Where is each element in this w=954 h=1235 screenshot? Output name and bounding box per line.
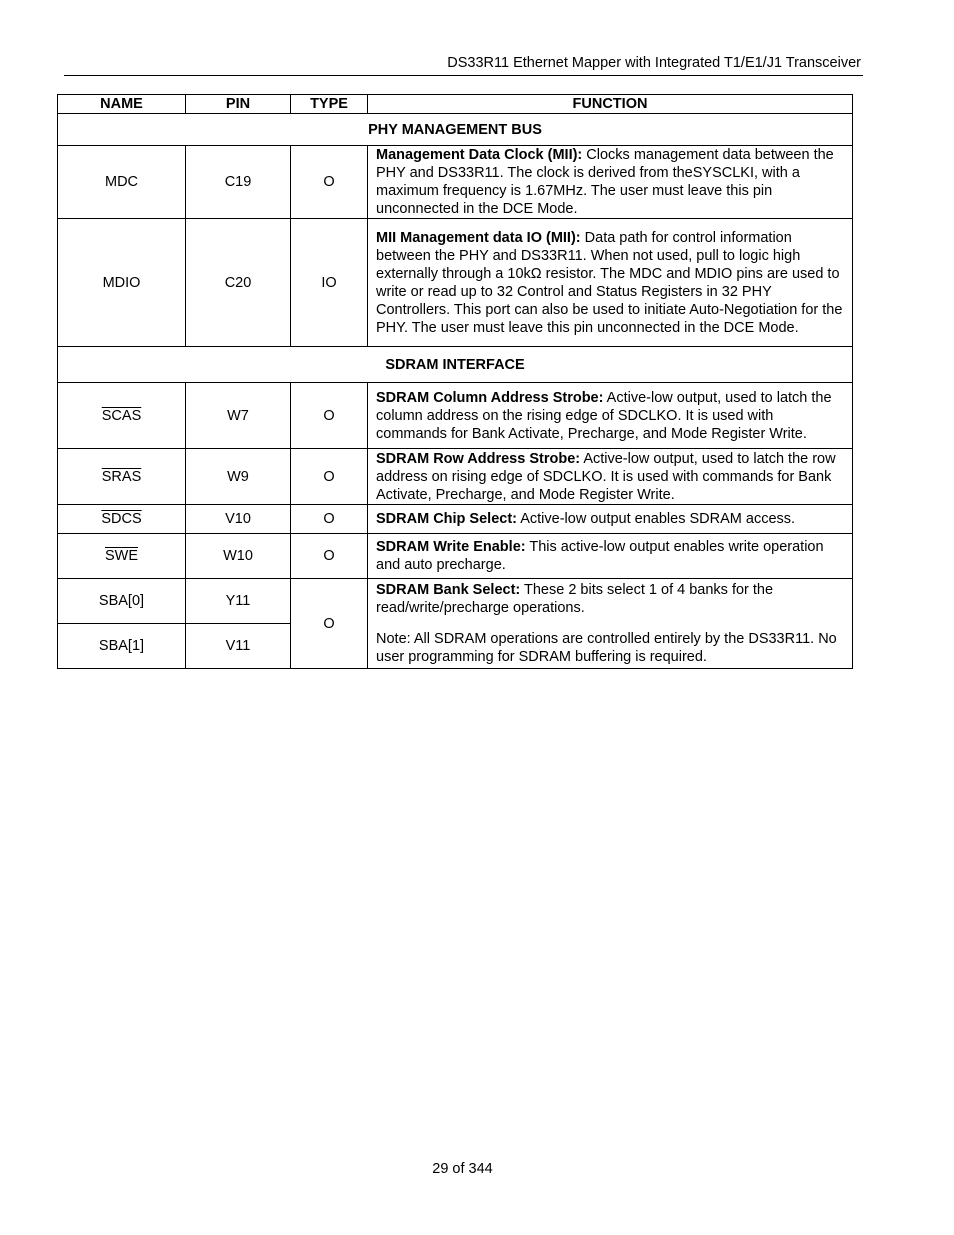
document-header-title: DS33R11 Ethernet Mapper with Integrated T1/E1/J1 Transceiver bbox=[447, 55, 861, 71]
pin-number: C20 bbox=[186, 219, 291, 347]
header-rule bbox=[64, 75, 863, 76]
function-note: Note: All SDRAM operations are controlled entirely by the DS33R11. No user programming for SDRAM buffering is required. bbox=[376, 631, 837, 665]
pin-name: SBA[0] bbox=[58, 579, 186, 624]
pin-number: V11 bbox=[186, 624, 291, 669]
pin-name-text: SCAS bbox=[101, 407, 142, 424]
pin-number: V10 bbox=[186, 505, 291, 534]
table-row-sras bbox=[58, 449, 853, 505]
function-text: Active-low output enables SDRAM access. bbox=[517, 511, 796, 527]
pin-description-table bbox=[57, 94, 853, 669]
table-row-swe bbox=[58, 534, 853, 579]
pin-name bbox=[58, 449, 186, 505]
section-title: SDRAM INTERFACE bbox=[58, 347, 853, 383]
function-text: Clocks management data between the PHY and DS33R11. The clock is derived from theSYSCLKI, with a maximum frequency is 1.67MHz. The user must leave this pin unconnected in the DCE Mode. bbox=[376, 147, 834, 217]
pin-number: W7 bbox=[186, 383, 291, 449]
pin-function bbox=[368, 505, 853, 534]
pin-name bbox=[58, 534, 186, 579]
function-text: Active-low output, used to latch the column address on the rising edge of SDCLKO. It is used with commands for Bank Activate, Precharge, and Mode Register Write. bbox=[376, 389, 832, 442]
function-title: SDRAM Chip Select: bbox=[376, 511, 517, 527]
section-row-sdram-interface bbox=[58, 347, 853, 383]
pin-type: IO bbox=[291, 219, 368, 347]
pin-type: O bbox=[291, 505, 368, 534]
pin-type: O bbox=[291, 383, 368, 449]
table-row-sba0 bbox=[58, 579, 853, 624]
table-row-sdcs bbox=[58, 505, 853, 534]
function-title: Management Data Clock (MII): bbox=[376, 147, 583, 163]
function-title: MII Management data IO (MII): bbox=[376, 229, 581, 246]
section-row-phy-management-bus bbox=[58, 114, 853, 146]
pin-function bbox=[368, 534, 853, 579]
function-title: SDRAM Row Address Strobe: bbox=[376, 450, 581, 467]
function-title: SDRAM Bank Select: bbox=[376, 582, 521, 598]
function-text: These 2 bits select 1 of 4 banks for the read/write/precharge operations. bbox=[376, 582, 774, 616]
pin-name bbox=[58, 505, 186, 534]
pin-name: SBA[1] bbox=[58, 624, 186, 669]
page-number: 29 of 344 bbox=[432, 1161, 493, 1177]
pin-function bbox=[368, 579, 853, 669]
table-row-scas bbox=[58, 383, 853, 449]
pin-function bbox=[368, 146, 853, 219]
function-title: SDRAM Write Enable: bbox=[376, 539, 526, 555]
column-header-pin: PIN bbox=[186, 95, 291, 114]
pin-type: O bbox=[291, 534, 368, 579]
function-text: Data path for control information between the PHY and DS33R11. When not used, pull to logic high externally through a 10kΩ resistor. The MDC and MDIO pins are used to write or read up to 32 Control and Status Registers in 32 PHY Controllers. This port can also be used to initiate Auto-Negotiation for the PHY. The user must leave this pin unconnected in the DCE Mode. bbox=[376, 229, 843, 336]
function-title: SDRAM Column Address Strobe: bbox=[376, 389, 604, 406]
pin-type: O bbox=[291, 579, 368, 669]
column-header-name: NAME bbox=[58, 95, 186, 114]
table-row-mdio bbox=[58, 219, 853, 347]
pin-number: C19 bbox=[186, 146, 291, 219]
function-text: This active-low output enables write operation and auto precharge. bbox=[376, 539, 824, 573]
pin-name-text: SRAS bbox=[101, 468, 142, 485]
section-title: PHY MANAGEMENT BUS bbox=[58, 114, 853, 146]
pin-name bbox=[58, 383, 186, 449]
pin-name-text: $\overline{SWE}$ bbox=[104, 548, 139, 564]
column-header-type: TYPE bbox=[291, 95, 368, 114]
pin-function bbox=[368, 219, 853, 347]
pin-name: MDC bbox=[58, 146, 186, 219]
pin-function bbox=[368, 383, 853, 449]
pin-name: MDIO bbox=[58, 219, 186, 347]
pin-number: Y11 bbox=[186, 579, 291, 624]
pin-number: W9 bbox=[186, 449, 291, 505]
pin-function bbox=[368, 449, 853, 505]
function-text: Active-low output, used to latch the row address on rising edge of SDCLKO. It is used with commands for Bank Activate, Precharge, and Mode Register Write. bbox=[376, 450, 836, 503]
table-row-mdc bbox=[58, 146, 853, 219]
column-header-function: FUNCTION bbox=[368, 95, 853, 114]
pin-number: W10 bbox=[186, 534, 291, 579]
pin-type: O bbox=[291, 146, 368, 219]
table-header-row bbox=[58, 95, 853, 114]
pin-name-text: SDCS bbox=[101, 511, 142, 527]
pin-type: O bbox=[291, 449, 368, 505]
